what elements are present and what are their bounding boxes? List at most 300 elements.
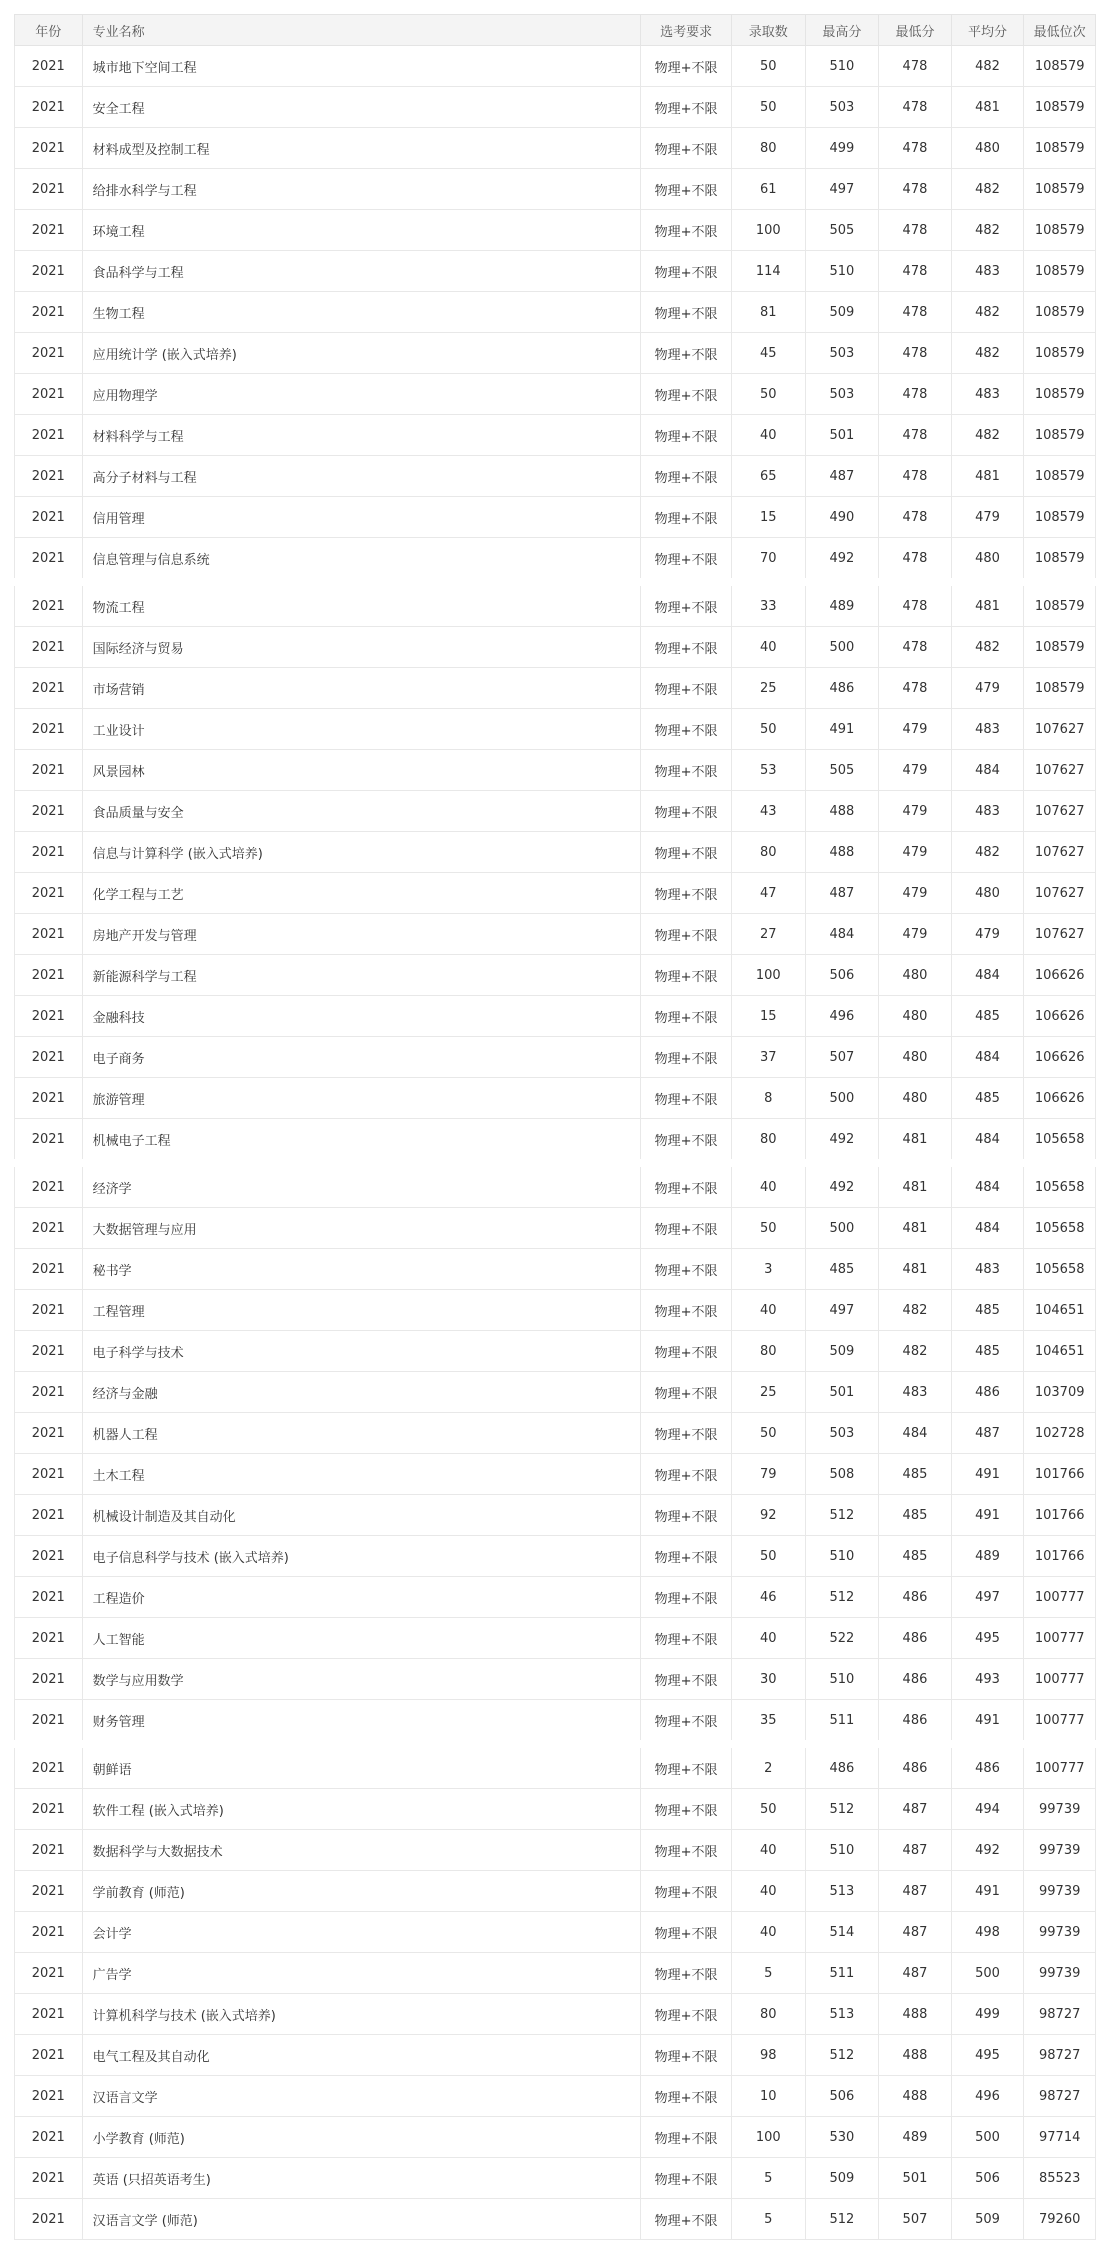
cell-requirement: 物理+不限 bbox=[641, 2076, 732, 2117]
cell-min-rank: 104651 bbox=[1024, 1290, 1096, 1331]
cell-year: 2021 bbox=[15, 2117, 83, 2158]
cell-min-score: 485 bbox=[879, 1495, 952, 1536]
table-row bbox=[15, 1372, 1096, 1413]
cell-avg-score: 483 bbox=[951, 251, 1024, 292]
cell-requirement: 物理+不限 bbox=[641, 1994, 732, 2035]
cell-min-score: 482 bbox=[879, 1331, 952, 1372]
table-row bbox=[15, 1953, 1096, 1994]
table-row bbox=[15, 914, 1096, 955]
cell-requirement: 物理+不限 bbox=[641, 832, 732, 873]
cell-admitted: 53 bbox=[731, 750, 805, 791]
cell-requirement: 物理+不限 bbox=[641, 1331, 732, 1372]
cell-max-score: 510 bbox=[805, 1659, 879, 1700]
cell-year: 2021 bbox=[15, 1830, 83, 1871]
cell-min-rank: 107627 bbox=[1024, 791, 1096, 832]
cell-min-rank: 108579 bbox=[1024, 128, 1096, 169]
cell-major: 国际经济与贸易 bbox=[82, 627, 641, 668]
cell-admitted: 40 bbox=[731, 1830, 805, 1871]
cell-year: 2021 bbox=[15, 1912, 83, 1953]
table-row bbox=[15, 1119, 1096, 1164]
cell-max-score: 487 bbox=[805, 456, 879, 497]
cell-admitted: 47 bbox=[731, 873, 805, 914]
cell-year: 2021 bbox=[15, 1290, 83, 1331]
cell-year: 2021 bbox=[15, 1454, 83, 1495]
cell-max-score: 503 bbox=[805, 333, 879, 374]
cell-max-score: 492 bbox=[805, 1163, 879, 1208]
cell-min-rank: 102728 bbox=[1024, 1413, 1096, 1454]
cell-max-score: 500 bbox=[805, 627, 879, 668]
table-row bbox=[15, 582, 1096, 627]
cell-year: 2021 bbox=[15, 210, 83, 251]
cell-min-rank: 108579 bbox=[1024, 538, 1096, 583]
cell-major: 朝鲜语 bbox=[82, 1744, 641, 1789]
cell-max-score: 497 bbox=[805, 1290, 879, 1331]
cell-min-score: 487 bbox=[879, 1953, 952, 1994]
cell-major: 土木工程 bbox=[82, 1454, 641, 1495]
cell-admitted: 100 bbox=[731, 210, 805, 251]
cell-avg-score: 479 bbox=[951, 668, 1024, 709]
table-header bbox=[15, 15, 1096, 46]
cell-major: 电子信息科学与技术 (嵌入式培养) bbox=[82, 1536, 641, 1577]
cell-major: 数据科学与大数据技术 bbox=[82, 1830, 641, 1871]
table-row bbox=[15, 169, 1096, 210]
cell-max-score: 512 bbox=[805, 2199, 879, 2240]
cell-requirement: 物理+不限 bbox=[641, 668, 732, 709]
cell-avg-score: 481 bbox=[951, 87, 1024, 128]
table-row bbox=[15, 1789, 1096, 1830]
cell-min-rank: 108579 bbox=[1024, 169, 1096, 210]
header-major: 专业名称 bbox=[82, 15, 641, 46]
cell-year: 2021 bbox=[15, 128, 83, 169]
cell-max-score: 501 bbox=[805, 415, 879, 456]
cell-requirement: 物理+不限 bbox=[641, 1037, 732, 1078]
cell-min-score: 486 bbox=[879, 1744, 952, 1789]
cell-year: 2021 bbox=[15, 668, 83, 709]
cell-max-score: 503 bbox=[805, 374, 879, 415]
cell-major: 房地产开发与管理 bbox=[82, 914, 641, 955]
cell-min-rank: 108579 bbox=[1024, 210, 1096, 251]
cell-min-rank: 97714 bbox=[1024, 2117, 1096, 2158]
cell-min-rank: 105658 bbox=[1024, 1163, 1096, 1208]
cell-requirement: 物理+不限 bbox=[641, 374, 732, 415]
cell-avg-score: 480 bbox=[951, 128, 1024, 169]
cell-max-score: 488 bbox=[805, 791, 879, 832]
table-row bbox=[15, 1744, 1096, 1789]
cell-avg-score: 485 bbox=[951, 1331, 1024, 1372]
cell-max-score: 511 bbox=[805, 1700, 879, 1745]
table-row bbox=[15, 1700, 1096, 1745]
cell-max-score: 503 bbox=[805, 1413, 879, 1454]
cell-avg-score: 495 bbox=[951, 1618, 1024, 1659]
cell-major: 秘书学 bbox=[82, 1249, 641, 1290]
cell-min-score: 488 bbox=[879, 2035, 952, 2076]
cell-requirement: 物理+不限 bbox=[641, 2035, 732, 2076]
cell-max-score: 487 bbox=[805, 873, 879, 914]
cell-admitted: 80 bbox=[731, 832, 805, 873]
cell-max-score: 510 bbox=[805, 251, 879, 292]
cell-requirement: 物理+不限 bbox=[641, 456, 732, 497]
cell-year: 2021 bbox=[15, 1953, 83, 1994]
cell-admitted: 43 bbox=[731, 791, 805, 832]
cell-max-score: 510 bbox=[805, 46, 879, 87]
cell-min-rank: 98727 bbox=[1024, 2035, 1096, 2076]
cell-max-score: 512 bbox=[805, 1789, 879, 1830]
cell-max-score: 513 bbox=[805, 1994, 879, 2035]
cell-year: 2021 bbox=[15, 627, 83, 668]
table-row bbox=[15, 1912, 1096, 1953]
cell-admitted: 81 bbox=[731, 292, 805, 333]
cell-major: 应用物理学 bbox=[82, 374, 641, 415]
cell-min-score: 485 bbox=[879, 1536, 952, 1577]
cell-requirement: 物理+不限 bbox=[641, 1953, 732, 1994]
cell-min-rank: 100777 bbox=[1024, 1618, 1096, 1659]
table-row bbox=[15, 1830, 1096, 1871]
cell-admitted: 65 bbox=[731, 456, 805, 497]
cell-requirement: 物理+不限 bbox=[641, 1871, 732, 1912]
cell-admitted: 10 bbox=[731, 2076, 805, 2117]
admission-scores-table bbox=[14, 14, 1096, 2240]
cell-requirement: 物理+不限 bbox=[641, 46, 732, 87]
cell-year: 2021 bbox=[15, 1700, 83, 1745]
cell-admitted: 100 bbox=[731, 2117, 805, 2158]
cell-admitted: 46 bbox=[731, 1577, 805, 1618]
cell-major: 电子商务 bbox=[82, 1037, 641, 1078]
cell-min-score: 489 bbox=[879, 2117, 952, 2158]
header-admitted: 录取数 bbox=[731, 15, 805, 46]
cell-min-score: 481 bbox=[879, 1119, 952, 1164]
cell-min-score: 479 bbox=[879, 832, 952, 873]
cell-major: 风景园林 bbox=[82, 750, 641, 791]
cell-min-score: 487 bbox=[879, 1830, 952, 1871]
cell-max-score: 503 bbox=[805, 87, 879, 128]
cell-max-score: 514 bbox=[805, 1912, 879, 1953]
cell-requirement: 物理+不限 bbox=[641, 1700, 732, 1745]
cell-admitted: 50 bbox=[731, 1789, 805, 1830]
cell-avg-score: 485 bbox=[951, 996, 1024, 1037]
cell-min-score: 488 bbox=[879, 1994, 952, 2035]
cell-major: 食品质量与安全 bbox=[82, 791, 641, 832]
cell-max-score: 497 bbox=[805, 169, 879, 210]
cell-admitted: 80 bbox=[731, 1994, 805, 2035]
cell-min-rank: 107627 bbox=[1024, 832, 1096, 873]
cell-requirement: 物理+不限 bbox=[641, 1454, 732, 1495]
cell-max-score: 490 bbox=[805, 497, 879, 538]
cell-avg-score: 483 bbox=[951, 374, 1024, 415]
cell-major: 物流工程 bbox=[82, 582, 641, 627]
cell-min-rank: 108579 bbox=[1024, 668, 1096, 709]
cell-avg-score: 484 bbox=[951, 1119, 1024, 1164]
cell-requirement: 物理+不限 bbox=[641, 1119, 732, 1164]
cell-max-score: 530 bbox=[805, 2117, 879, 2158]
cell-avg-score: 494 bbox=[951, 1789, 1024, 1830]
cell-avg-score: 509 bbox=[951, 2199, 1024, 2240]
cell-avg-score: 482 bbox=[951, 292, 1024, 333]
cell-year: 2021 bbox=[15, 169, 83, 210]
table-row bbox=[15, 128, 1096, 169]
cell-admitted: 37 bbox=[731, 1037, 805, 1078]
cell-major: 经济与金融 bbox=[82, 1372, 641, 1413]
cell-avg-score: 491 bbox=[951, 1454, 1024, 1495]
cell-requirement: 物理+不限 bbox=[641, 1744, 732, 1789]
cell-min-score: 478 bbox=[879, 46, 952, 87]
cell-admitted: 40 bbox=[731, 1290, 805, 1331]
cell-year: 2021 bbox=[15, 415, 83, 456]
cell-min-rank: 108579 bbox=[1024, 456, 1096, 497]
cell-avg-score: 506 bbox=[951, 2158, 1024, 2199]
cell-major: 机器人工程 bbox=[82, 1413, 641, 1454]
cell-admitted: 15 bbox=[731, 996, 805, 1037]
cell-max-score: 510 bbox=[805, 1536, 879, 1577]
table-row bbox=[15, 2117, 1096, 2158]
cell-year: 2021 bbox=[15, 2158, 83, 2199]
cell-requirement: 物理+不限 bbox=[641, 1249, 732, 1290]
cell-max-score: 486 bbox=[805, 668, 879, 709]
table-row bbox=[15, 210, 1096, 251]
table-row bbox=[15, 2076, 1096, 2117]
cell-avg-score: 486 bbox=[951, 1372, 1024, 1413]
cell-max-score: 507 bbox=[805, 1037, 879, 1078]
cell-major: 应用统计学 (嵌入式培养) bbox=[82, 333, 641, 374]
cell-major: 小学教育 (师范) bbox=[82, 2117, 641, 2158]
cell-major: 给排水科学与工程 bbox=[82, 169, 641, 210]
cell-major: 安全工程 bbox=[82, 87, 641, 128]
cell-requirement: 物理+不限 bbox=[641, 1577, 732, 1618]
cell-min-score: 478 bbox=[879, 415, 952, 456]
cell-max-score: 492 bbox=[805, 1119, 879, 1164]
cell-year: 2021 bbox=[15, 333, 83, 374]
cell-min-rank: 100777 bbox=[1024, 1700, 1096, 1745]
cell-min-rank: 99739 bbox=[1024, 1871, 1096, 1912]
cell-major: 广告学 bbox=[82, 1953, 641, 1994]
cell-min-score: 478 bbox=[879, 497, 952, 538]
table-row bbox=[15, 668, 1096, 709]
cell-avg-score: 486 bbox=[951, 1744, 1024, 1789]
cell-min-rank: 99739 bbox=[1024, 1912, 1096, 1953]
cell-admitted: 98 bbox=[731, 2035, 805, 2076]
cell-admitted: 30 bbox=[731, 1659, 805, 1700]
cell-major: 工程造价 bbox=[82, 1577, 641, 1618]
cell-min-rank: 106626 bbox=[1024, 996, 1096, 1037]
cell-major: 生物工程 bbox=[82, 292, 641, 333]
table-body bbox=[15, 46, 1096, 2240]
table-row bbox=[15, 1037, 1096, 1078]
cell-year: 2021 bbox=[15, 1659, 83, 1700]
cell-year: 2021 bbox=[15, 1208, 83, 1249]
table-row bbox=[15, 873, 1096, 914]
cell-min-rank: 107627 bbox=[1024, 709, 1096, 750]
table-row bbox=[15, 2035, 1096, 2076]
cell-major: 材料成型及控制工程 bbox=[82, 128, 641, 169]
cell-avg-score: 485 bbox=[951, 1078, 1024, 1119]
cell-major: 市场营销 bbox=[82, 668, 641, 709]
cell-requirement: 物理+不限 bbox=[641, 791, 732, 832]
cell-major: 金融科技 bbox=[82, 996, 641, 1037]
cell-avg-score: 482 bbox=[951, 832, 1024, 873]
cell-avg-score: 484 bbox=[951, 1208, 1024, 1249]
table-row bbox=[15, 1249, 1096, 1290]
cell-min-rank: 98727 bbox=[1024, 1994, 1096, 2035]
cell-avg-score: 483 bbox=[951, 1249, 1024, 1290]
cell-min-score: 480 bbox=[879, 955, 952, 996]
cell-min-score: 478 bbox=[879, 292, 952, 333]
cell-min-score: 481 bbox=[879, 1163, 952, 1208]
cell-min-score: 482 bbox=[879, 1290, 952, 1331]
cell-admitted: 45 bbox=[731, 333, 805, 374]
cell-avg-score: 485 bbox=[951, 1290, 1024, 1331]
cell-requirement: 物理+不限 bbox=[641, 1789, 732, 1830]
cell-admitted: 50 bbox=[731, 709, 805, 750]
cell-year: 2021 bbox=[15, 1331, 83, 1372]
cell-min-score: 487 bbox=[879, 1871, 952, 1912]
table-row bbox=[15, 1413, 1096, 1454]
cell-year: 2021 bbox=[15, 1789, 83, 1830]
cell-admitted: 80 bbox=[731, 1119, 805, 1164]
cell-major: 学前教育 (师范) bbox=[82, 1871, 641, 1912]
cell-min-rank: 108579 bbox=[1024, 374, 1096, 415]
cell-avg-score: 482 bbox=[951, 627, 1024, 668]
table-row bbox=[15, 415, 1096, 456]
cell-major: 机械电子工程 bbox=[82, 1119, 641, 1164]
cell-max-score: 485 bbox=[805, 1249, 879, 1290]
cell-min-score: 481 bbox=[879, 1249, 952, 1290]
cell-min-rank: 108579 bbox=[1024, 46, 1096, 87]
table-row bbox=[15, 832, 1096, 873]
cell-major: 化学工程与工艺 bbox=[82, 873, 641, 914]
cell-min-rank: 101766 bbox=[1024, 1536, 1096, 1577]
cell-requirement: 物理+不限 bbox=[641, 709, 732, 750]
cell-avg-score: 498 bbox=[951, 1912, 1024, 1953]
cell-max-score: 496 bbox=[805, 996, 879, 1037]
cell-avg-score: 500 bbox=[951, 1953, 1024, 1994]
cell-requirement: 物理+不限 bbox=[641, 582, 732, 627]
cell-min-rank: 107627 bbox=[1024, 873, 1096, 914]
cell-year: 2021 bbox=[15, 996, 83, 1037]
cell-major: 食品科学与工程 bbox=[82, 251, 641, 292]
cell-major: 电气工程及其自动化 bbox=[82, 2035, 641, 2076]
cell-avg-score: 483 bbox=[951, 709, 1024, 750]
cell-min-rank: 104651 bbox=[1024, 1331, 1096, 1372]
cell-max-score: 522 bbox=[805, 1618, 879, 1659]
cell-max-score: 512 bbox=[805, 1495, 879, 1536]
cell-avg-score: 496 bbox=[951, 2076, 1024, 2117]
cell-admitted: 27 bbox=[731, 914, 805, 955]
cell-max-score: 513 bbox=[805, 1871, 879, 1912]
cell-min-score: 507 bbox=[879, 2199, 952, 2240]
cell-min-rank: 108579 bbox=[1024, 333, 1096, 374]
cell-avg-score: 483 bbox=[951, 791, 1024, 832]
cell-avg-score: 479 bbox=[951, 497, 1024, 538]
cell-requirement: 物理+不限 bbox=[641, 1912, 732, 1953]
cell-avg-score: 497 bbox=[951, 1577, 1024, 1618]
cell-min-rank: 108579 bbox=[1024, 582, 1096, 627]
header-min-score: 最低分 bbox=[879, 15, 952, 46]
cell-requirement: 物理+不限 bbox=[641, 1290, 732, 1331]
cell-min-rank: 99739 bbox=[1024, 1789, 1096, 1830]
cell-admitted: 40 bbox=[731, 1163, 805, 1208]
header-year: 年份 bbox=[15, 15, 83, 46]
cell-admitted: 80 bbox=[731, 128, 805, 169]
cell-min-rank: 106626 bbox=[1024, 1037, 1096, 1078]
table-row bbox=[15, 1618, 1096, 1659]
cell-admitted: 33 bbox=[731, 582, 805, 627]
cell-max-score: 508 bbox=[805, 1454, 879, 1495]
cell-min-rank: 85523 bbox=[1024, 2158, 1096, 2199]
cell-major: 旅游管理 bbox=[82, 1078, 641, 1119]
cell-max-score: 510 bbox=[805, 1830, 879, 1871]
cell-min-rank: 108579 bbox=[1024, 292, 1096, 333]
cell-min-score: 485 bbox=[879, 1454, 952, 1495]
cell-year: 2021 bbox=[15, 1618, 83, 1659]
cell-requirement: 物理+不限 bbox=[641, 750, 732, 791]
cell-year: 2021 bbox=[15, 1413, 83, 1454]
cell-requirement: 物理+不限 bbox=[641, 2199, 732, 2240]
cell-avg-score: 482 bbox=[951, 46, 1024, 87]
table-row bbox=[15, 538, 1096, 583]
table-row bbox=[15, 1871, 1096, 1912]
cell-major: 电子科学与技术 bbox=[82, 1331, 641, 1372]
cell-min-score: 478 bbox=[879, 128, 952, 169]
cell-requirement: 物理+不限 bbox=[641, 1618, 732, 1659]
cell-avg-score: 481 bbox=[951, 582, 1024, 627]
cell-admitted: 40 bbox=[731, 1618, 805, 1659]
cell-major: 汉语言文学 bbox=[82, 2076, 641, 2117]
cell-avg-score: 480 bbox=[951, 538, 1024, 583]
cell-major: 工程管理 bbox=[82, 1290, 641, 1331]
cell-year: 2021 bbox=[15, 87, 83, 128]
cell-year: 2021 bbox=[15, 1536, 83, 1577]
cell-min-score: 486 bbox=[879, 1659, 952, 1700]
cell-admitted: 3 bbox=[731, 1249, 805, 1290]
table-row bbox=[15, 456, 1096, 497]
cell-major: 会计学 bbox=[82, 1912, 641, 1953]
cell-max-score: 492 bbox=[805, 538, 879, 583]
cell-year: 2021 bbox=[15, 1037, 83, 1078]
cell-admitted: 50 bbox=[731, 46, 805, 87]
cell-admitted: 2 bbox=[731, 1744, 805, 1789]
cell-max-score: 491 bbox=[805, 709, 879, 750]
cell-year: 2021 bbox=[15, 538, 83, 583]
cell-year: 2021 bbox=[15, 2199, 83, 2240]
cell-max-score: 512 bbox=[805, 2035, 879, 2076]
cell-min-rank: 108579 bbox=[1024, 87, 1096, 128]
cell-avg-score: 495 bbox=[951, 2035, 1024, 2076]
cell-admitted: 50 bbox=[731, 374, 805, 415]
cell-min-rank: 99739 bbox=[1024, 1953, 1096, 1994]
cell-admitted: 70 bbox=[731, 538, 805, 583]
cell-max-score: 486 bbox=[805, 1744, 879, 1789]
cell-min-score: 488 bbox=[879, 2076, 952, 2117]
cell-min-score: 480 bbox=[879, 1078, 952, 1119]
table-row bbox=[15, 1536, 1096, 1577]
cell-requirement: 物理+不限 bbox=[641, 1163, 732, 1208]
cell-year: 2021 bbox=[15, 750, 83, 791]
cell-major: 大数据管理与应用 bbox=[82, 1208, 641, 1249]
cell-requirement: 物理+不限 bbox=[641, 1536, 732, 1577]
cell-min-score: 487 bbox=[879, 1789, 952, 1830]
cell-admitted: 50 bbox=[731, 1208, 805, 1249]
cell-avg-score: 492 bbox=[951, 1830, 1024, 1871]
cell-admitted: 114 bbox=[731, 251, 805, 292]
cell-max-score: 506 bbox=[805, 955, 879, 996]
cell-year: 2021 bbox=[15, 1994, 83, 2035]
cell-major: 英语 (只招英语考生) bbox=[82, 2158, 641, 2199]
cell-year: 2021 bbox=[15, 1871, 83, 1912]
cell-year: 2021 bbox=[15, 374, 83, 415]
table-row bbox=[15, 2199, 1096, 2240]
cell-requirement: 物理+不限 bbox=[641, 1830, 732, 1871]
cell-requirement: 物理+不限 bbox=[641, 914, 732, 955]
cell-year: 2021 bbox=[15, 832, 83, 873]
